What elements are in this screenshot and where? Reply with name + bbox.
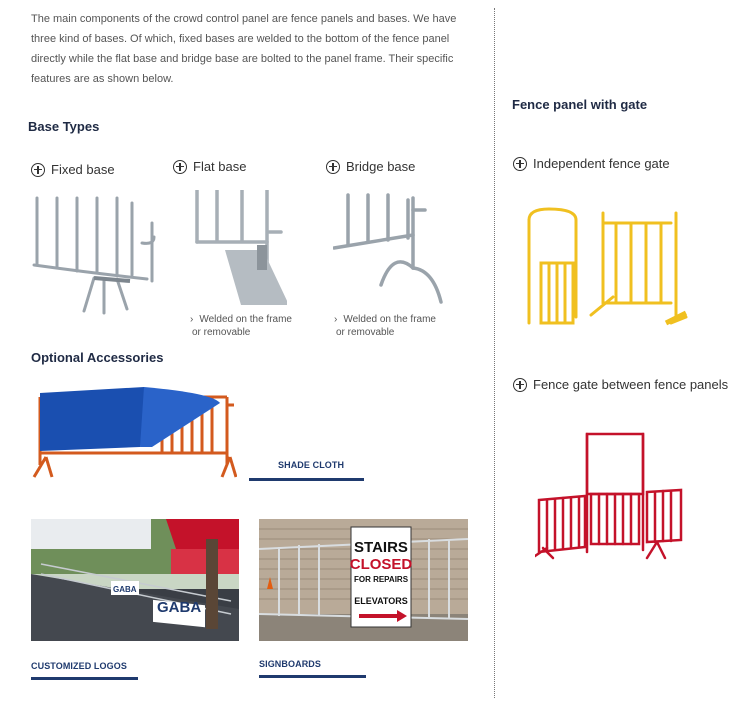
logo-text: GABA [157, 599, 202, 616]
bridge-base-note-2: or removable [336, 327, 395, 338]
intro-line-1: The main components of the crowd control panel are fence panels and bases. We have [31, 13, 457, 25]
base-types-title: Base Types [28, 119, 100, 134]
flat-base-note [190, 313, 292, 339]
plus-circle-icon [513, 157, 527, 171]
plus-circle-icon [513, 378, 527, 392]
bridge-base-caption [326, 159, 415, 174]
plus-circle-icon [326, 160, 340, 174]
plus-circle-icon [31, 163, 45, 177]
column-divider [494, 8, 495, 698]
customized-logos-underline [31, 677, 138, 680]
accessories-title: Optional Accessories [31, 350, 164, 365]
shade-cloth-image [32, 385, 237, 480]
intro-paragraph [31, 9, 486, 89]
intro-line-4: features are as shown below. [31, 73, 174, 85]
signboards-underline [259, 675, 366, 678]
between-gate-label: Fence gate between fence panels [533, 377, 729, 392]
sign-line-1: STAIRS [354, 539, 408, 556]
flat-base-image [187, 190, 287, 310]
independent-gate-label: Independent fence gate [533, 156, 670, 171]
bridge-base-note [334, 313, 436, 339]
fixed-base-image [32, 193, 162, 318]
intro-line-3: directly while the flat base and bridge base are bolted to the panel frame. Their specific [31, 53, 454, 65]
flat-base-note-1: Welded on the frame [199, 314, 292, 325]
shade-cloth-underline [249, 478, 364, 481]
bridge-base-image [333, 190, 448, 310]
bridge-base-note-1: Welded on the frame [343, 314, 436, 325]
flat-base-note-2: or removable [192, 327, 251, 338]
signboards-label: SIGNBOARDS [259, 659, 322, 669]
between-gate-caption [513, 377, 728, 392]
chevron-right-icon: › [190, 314, 194, 325]
sign-line-3: FOR REPAIRS [353, 575, 409, 584]
plus-circle-icon [173, 160, 187, 174]
customized-logos-photo [31, 519, 239, 641]
sign-line-2: CLOSED [349, 556, 413, 573]
bridge-base-label: Bridge base [346, 159, 416, 174]
flat-base-caption [173, 159, 246, 174]
logo-text-small: GABA [113, 585, 137, 594]
shade-cloth-label: SHADE CLOTH [278, 460, 345, 470]
customized-logos-label: CUSTOMIZED LOGOS [31, 661, 127, 671]
signboards-photo [259, 519, 468, 641]
chevron-right-icon: › [334, 314, 338, 325]
independent-gate-image [521, 205, 691, 330]
gate-section-title: Fence panel with gate [512, 97, 648, 112]
intro-line-2: three kind of bases. Of which, fixed bases are welded to the bottom of the fence panel [31, 33, 450, 45]
fixed-base-caption [31, 162, 115, 177]
sign-line-4: ELEVATORS [354, 596, 408, 606]
fixed-base-label: Fixed base [51, 162, 115, 177]
between-gate-image [535, 432, 685, 560]
independent-gate-caption [513, 156, 670, 171]
flat-base-label: Flat base [193, 159, 247, 174]
